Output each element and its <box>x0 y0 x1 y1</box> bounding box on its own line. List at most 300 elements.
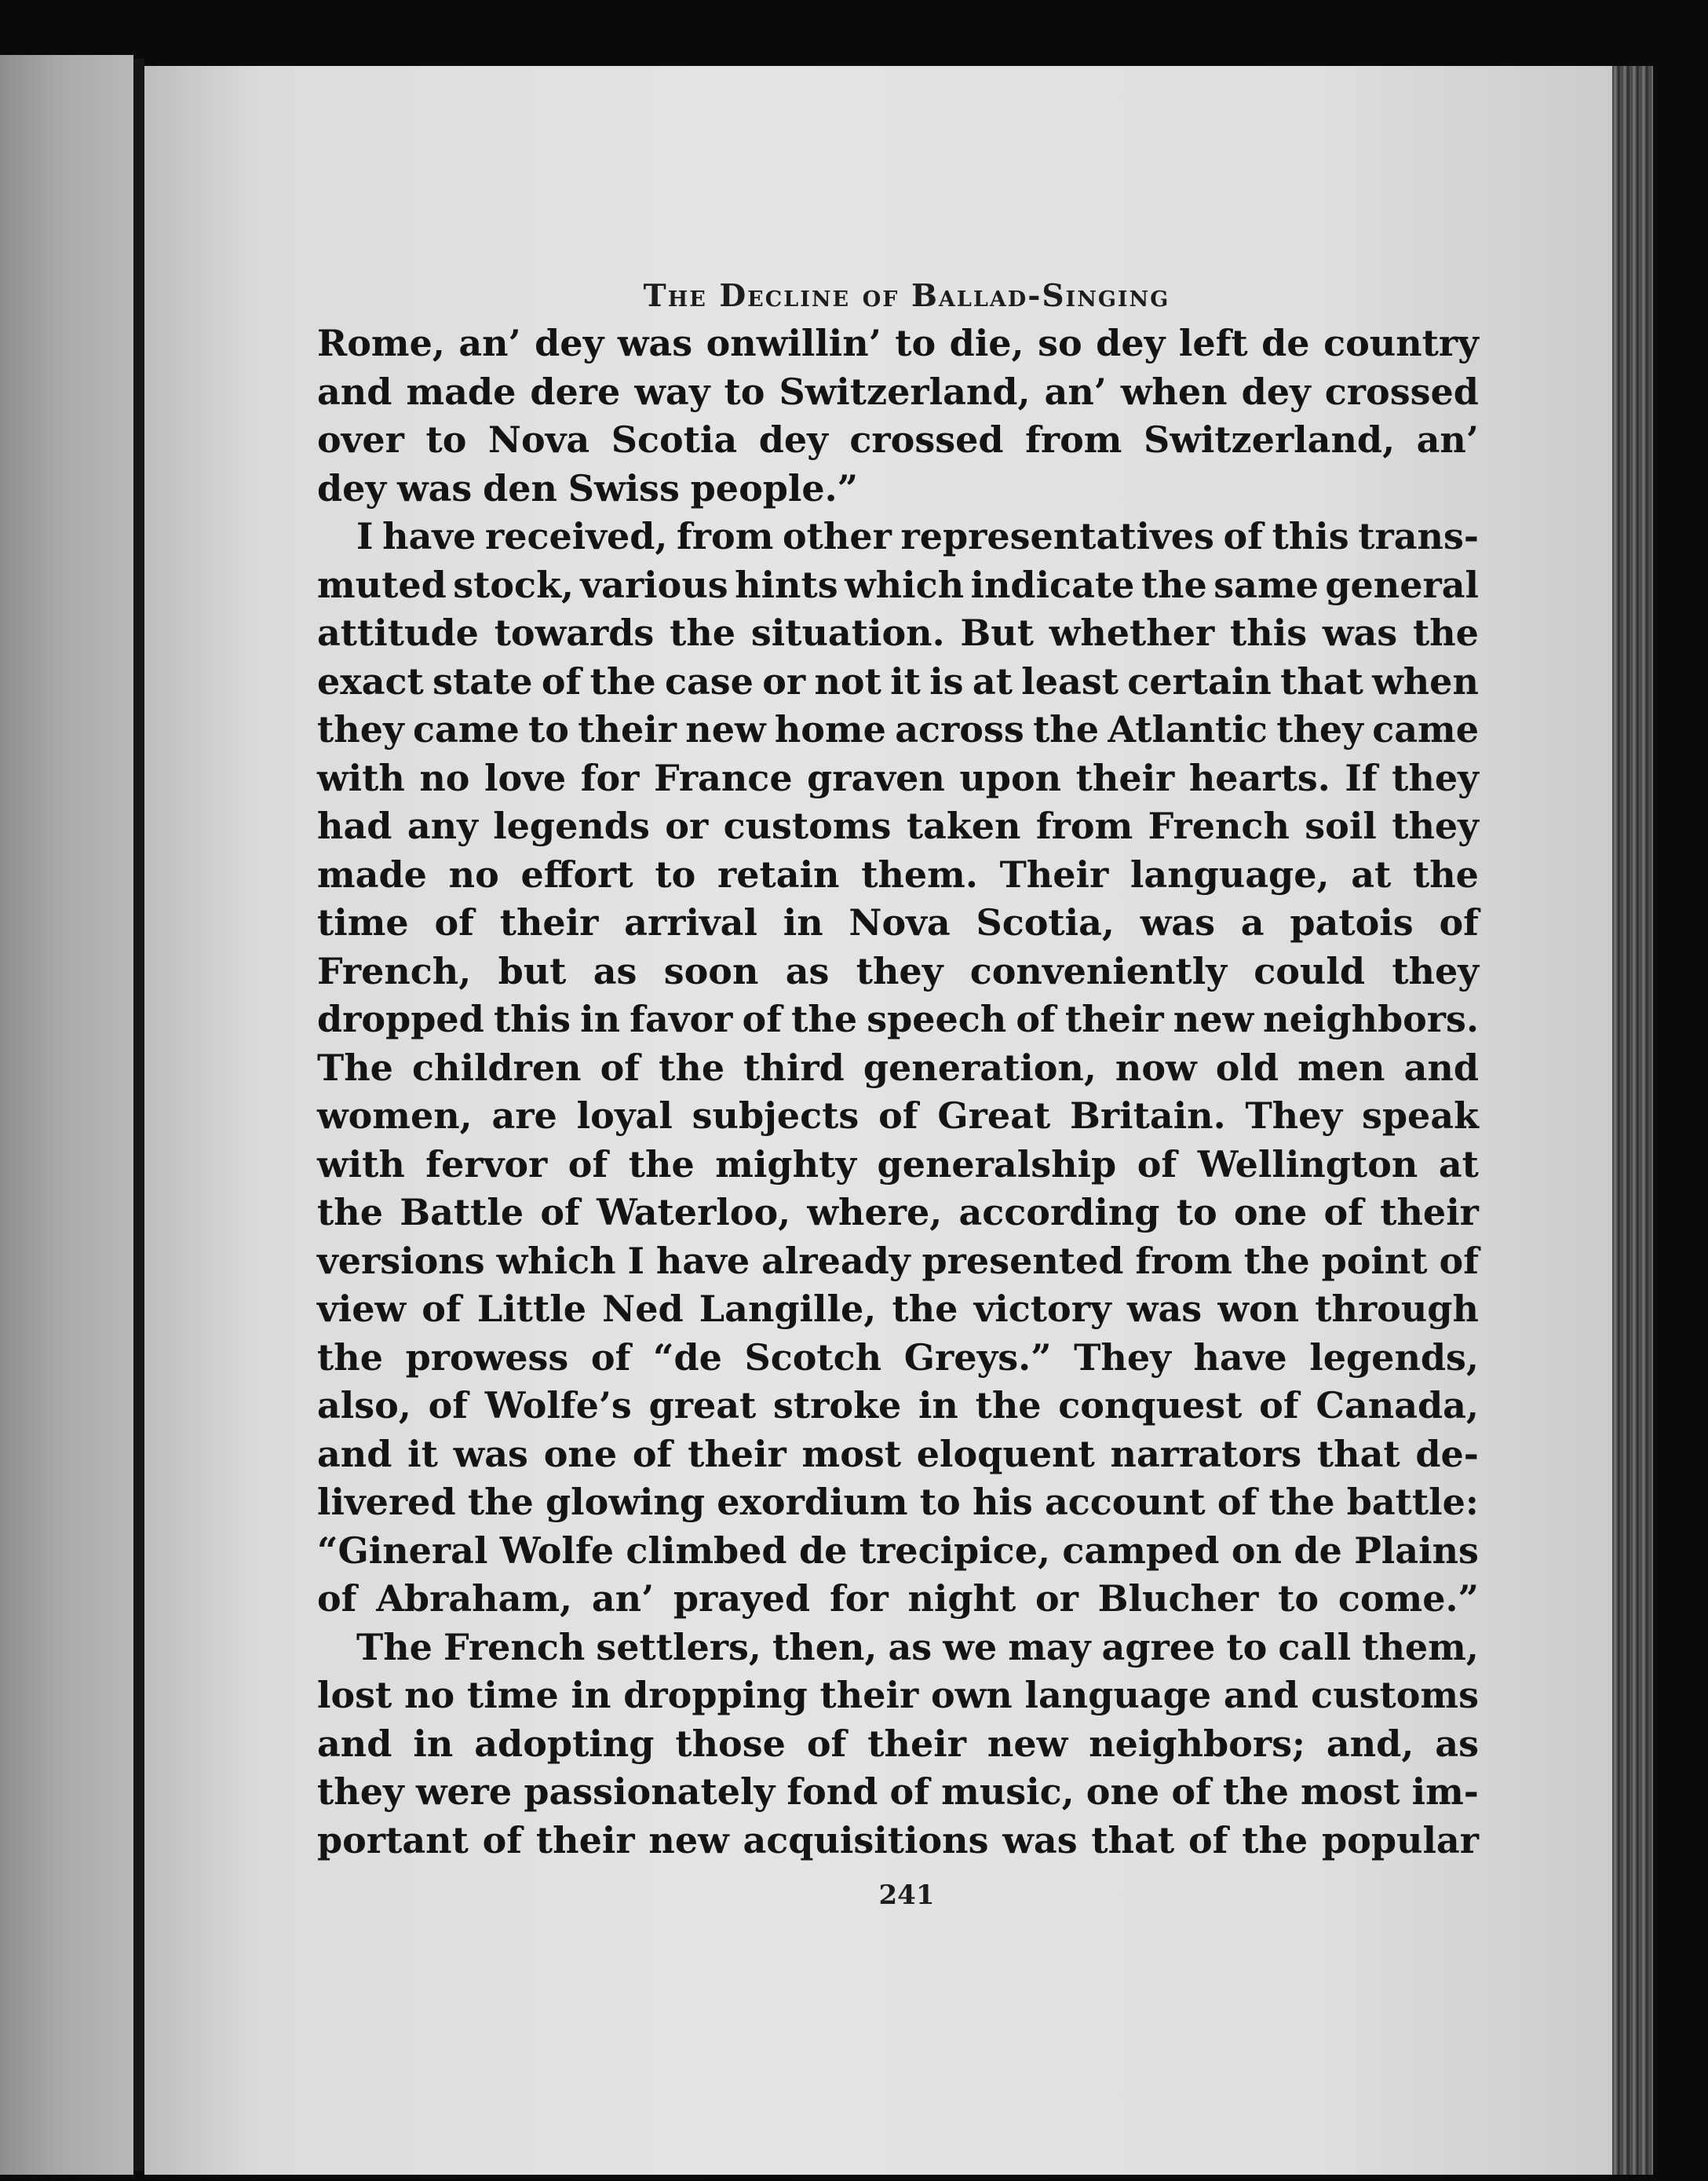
word: whether <box>1049 612 1215 654</box>
word: eloquent <box>916 1432 1095 1475</box>
word: favor <box>630 998 733 1040</box>
text-line <box>317 658 1479 707</box>
word: of <box>806 1722 847 1765</box>
word: case <box>664 659 754 703</box>
word: situation. <box>750 612 945 654</box>
word: or <box>762 659 806 703</box>
word: Britain. <box>1070 1094 1226 1137</box>
word: Blucher <box>1097 1577 1259 1620</box>
word: hearts. <box>1188 756 1330 799</box>
word: their <box>1380 1191 1479 1233</box>
word: Ned <box>602 1288 684 1330</box>
word: night <box>907 1577 1016 1620</box>
word: Greys.” <box>903 1335 1052 1379</box>
word: those <box>675 1722 786 1765</box>
word: according <box>958 1191 1160 1233</box>
word: they <box>1392 805 1479 847</box>
word: their <box>535 1818 635 1861</box>
word: lost <box>317 1674 392 1716</box>
word: of <box>1439 901 1479 944</box>
text-line <box>317 320 1479 368</box>
word: at <box>972 659 1013 703</box>
word: trans- <box>1358 515 1479 557</box>
word: account <box>1044 1481 1206 1523</box>
word: I <box>627 1239 644 1282</box>
word: den <box>483 466 557 510</box>
word: they <box>317 1770 404 1813</box>
text-line <box>317 561 1479 610</box>
word: victory <box>973 1288 1111 1330</box>
word: old <box>1215 1046 1279 1089</box>
text-line <box>317 1720 1479 1769</box>
word: of <box>434 901 474 944</box>
word: in <box>783 901 823 944</box>
text-line <box>317 1189 1479 1237</box>
text-line <box>317 1817 1479 1865</box>
word: stock, <box>453 563 574 606</box>
word: was <box>1140 901 1216 944</box>
word: conveniently <box>969 949 1227 992</box>
text-line <box>317 1382 1479 1430</box>
word: conquest <box>1058 1384 1243 1427</box>
word: were <box>415 1770 513 1813</box>
word: the <box>892 1288 958 1330</box>
word: when <box>1372 659 1479 703</box>
word: from <box>1025 418 1122 461</box>
word: call <box>1278 1625 1352 1668</box>
word: of <box>742 998 783 1040</box>
word: from <box>1135 1239 1232 1282</box>
word: was <box>1002 1818 1078 1861</box>
word: prowess <box>405 1335 569 1379</box>
word: their <box>578 708 677 751</box>
word: of <box>590 1335 631 1379</box>
word: towards <box>494 612 655 654</box>
word: Their <box>999 853 1109 896</box>
word: portant <box>317 1818 469 1861</box>
word: from <box>677 515 774 557</box>
word: in <box>918 1384 958 1427</box>
word: or <box>1035 1577 1078 1620</box>
word: now <box>1115 1046 1197 1089</box>
word: may <box>1008 1625 1091 1668</box>
word: was <box>396 466 473 510</box>
word: in <box>413 1722 454 1765</box>
word: in <box>580 998 621 1040</box>
word: im- <box>1411 1770 1479 1813</box>
word: Nova <box>849 901 951 944</box>
text-line <box>317 1478 1479 1527</box>
word: dey <box>317 466 387 510</box>
word: Scotia <box>611 418 738 461</box>
word: die, <box>949 322 1024 364</box>
word: had <box>317 805 392 847</box>
word: time <box>467 1674 559 1716</box>
word: children <box>412 1046 582 1089</box>
word: Wolfe’s <box>484 1384 632 1427</box>
word: won <box>1217 1288 1300 1330</box>
word: men <box>1297 1046 1385 1089</box>
word: muted <box>317 563 447 606</box>
word: one <box>1086 1770 1160 1813</box>
word: Langille, <box>699 1288 877 1330</box>
word: they <box>1392 949 1479 992</box>
word: the <box>628 1142 695 1185</box>
word: point <box>1321 1239 1428 1282</box>
facing-page-edge <box>0 55 133 2175</box>
word: language <box>1024 1674 1212 1716</box>
word: that <box>1280 659 1363 703</box>
word: state <box>432 659 533 703</box>
word: new <box>648 1818 729 1861</box>
word: women, <box>317 1094 473 1137</box>
word: dey <box>758 418 828 461</box>
word: camped <box>1062 1529 1220 1572</box>
word: come.” <box>1338 1577 1479 1620</box>
word: Abraham, <box>376 1577 573 1620</box>
word: of <box>1223 515 1263 557</box>
word: glowing <box>546 1481 706 1523</box>
word: fond <box>786 1770 878 1813</box>
word: third <box>743 1046 845 1089</box>
book-spine <box>133 59 144 2171</box>
word: retain <box>717 853 840 896</box>
word: them, <box>1362 1625 1479 1668</box>
word: made <box>317 853 427 896</box>
word: dere <box>530 370 621 413</box>
word: country <box>1323 322 1479 364</box>
word: soon <box>663 949 759 992</box>
word: for <box>829 1577 889 1620</box>
word: to <box>724 370 765 413</box>
text-line <box>317 899 1479 948</box>
word: of <box>600 1046 640 1089</box>
word: of <box>632 1432 673 1475</box>
text-line <box>317 1527 1479 1576</box>
word: trecipice, <box>859 1529 1050 1572</box>
word: to <box>1226 1625 1268 1668</box>
word: an’ <box>458 322 521 364</box>
word: they <box>317 708 404 751</box>
text-line <box>317 513 1479 561</box>
word: their <box>867 1722 966 1765</box>
word: Rome, <box>317 322 445 364</box>
word: patois <box>1290 901 1414 944</box>
word: speak <box>1361 1094 1479 1137</box>
word: and <box>317 370 392 413</box>
word: their <box>688 1432 786 1475</box>
word: climbed <box>626 1529 787 1572</box>
word: already <box>761 1239 911 1282</box>
word: love <box>484 756 567 799</box>
word: the <box>467 1481 534 1523</box>
word: stroke <box>773 1384 902 1427</box>
text-line <box>317 1285 1479 1334</box>
word: de- <box>1415 1432 1479 1475</box>
word: to <box>919 1481 961 1523</box>
text-line <box>317 1092 1479 1141</box>
word: to <box>1278 1577 1319 1620</box>
word: of <box>541 659 582 703</box>
word: of <box>1259 1384 1299 1427</box>
word: was <box>1322 612 1398 654</box>
word: livered <box>317 1481 456 1523</box>
word: have <box>382 515 476 557</box>
text-line <box>317 948 1479 996</box>
word: with <box>317 756 405 799</box>
word: that <box>1091 1818 1175 1861</box>
word: as <box>1435 1722 1479 1765</box>
word: was <box>617 322 693 364</box>
word: one <box>1233 1191 1308 1233</box>
word: as <box>593 949 637 992</box>
word: view <box>317 1288 407 1330</box>
word: not <box>814 659 881 703</box>
word: French <box>1148 805 1290 847</box>
text-line <box>317 1237 1479 1286</box>
word: dey <box>1241 370 1311 413</box>
word: various <box>580 563 728 606</box>
word: the <box>1412 612 1479 654</box>
word: the <box>670 612 736 654</box>
text-line <box>317 851 1479 900</box>
word: least <box>1021 659 1119 703</box>
word: new <box>987 1722 1068 1765</box>
word: across <box>895 708 1024 751</box>
word: way <box>634 370 710 413</box>
word: the <box>317 1335 383 1379</box>
word: of <box>889 1770 930 1813</box>
word: when <box>1120 370 1228 413</box>
word: Switzerland, <box>779 370 1031 413</box>
text-line <box>317 416 1479 465</box>
word: to <box>528 708 569 751</box>
word: of <box>482 1818 523 1861</box>
word: Plains <box>1354 1529 1479 1572</box>
word: customs <box>1311 1674 1479 1716</box>
word: the <box>589 659 656 703</box>
word: upon <box>959 756 1062 799</box>
word: certain <box>1127 659 1272 703</box>
word: presented <box>922 1239 1124 1282</box>
word: language, <box>1130 853 1330 896</box>
word: and <box>317 1432 392 1475</box>
word: graven <box>807 756 945 799</box>
word: of <box>878 1094 918 1137</box>
word: and, <box>1326 1722 1414 1765</box>
text-line <box>317 754 1479 803</box>
word: have <box>655 1239 750 1282</box>
word: received, <box>484 515 668 557</box>
word: their <box>499 901 599 944</box>
word: Atlantic <box>1108 708 1268 751</box>
word: and <box>317 1722 392 1765</box>
word: versions <box>317 1239 485 1282</box>
word: to <box>1176 1191 1217 1233</box>
word: arrival <box>624 901 757 944</box>
word: came <box>1372 708 1479 751</box>
word: from <box>1035 805 1133 847</box>
word: indicate <box>970 563 1135 606</box>
word: of <box>1188 1818 1228 1861</box>
text-line <box>317 609 1479 658</box>
word: came <box>412 708 520 751</box>
word: the <box>1412 853 1479 896</box>
text-line <box>317 1671 1479 1720</box>
word: Wellington <box>1197 1142 1418 1185</box>
word: I <box>356 515 374 557</box>
word: also, <box>317 1384 411 1427</box>
text-line <box>317 1430 1479 1479</box>
word: the <box>1222 1770 1289 1813</box>
word: of <box>428 1384 469 1427</box>
word: on <box>1231 1529 1282 1572</box>
word: an’ <box>1044 370 1107 413</box>
text-line <box>317 706 1479 754</box>
word: Little <box>476 1288 586 1330</box>
word: generalship <box>877 1142 1117 1185</box>
word: legends <box>493 805 650 847</box>
word: dropping <box>623 1674 808 1716</box>
word: Nova <box>487 418 590 461</box>
word: Scotch <box>744 1335 882 1379</box>
word: time <box>317 901 409 944</box>
word: the <box>317 1191 383 1233</box>
word: other <box>782 515 892 557</box>
word: effort <box>520 853 633 896</box>
page-number: 241 <box>878 1880 935 1911</box>
word: of <box>422 1288 462 1330</box>
word: dropped <box>317 998 484 1040</box>
word: They <box>1074 1335 1171 1379</box>
word: representatives <box>900 515 1214 557</box>
word: his <box>972 1481 1033 1523</box>
word: new <box>1173 998 1254 1040</box>
word: the <box>659 1046 725 1089</box>
word: have <box>1193 1335 1287 1379</box>
body-text <box>317 320 1479 1865</box>
word: left <box>1178 322 1248 364</box>
word: was <box>1126 1288 1203 1330</box>
word: and <box>1223 1674 1299 1716</box>
word: one <box>543 1432 618 1475</box>
word: they <box>1392 756 1479 799</box>
word: are <box>491 1094 557 1137</box>
word: crossed <box>1324 370 1479 413</box>
word: the <box>1243 1239 1310 1282</box>
word: neighbors; <box>1089 1722 1305 1765</box>
word: it <box>407 1432 438 1475</box>
word: Switzerland, <box>1144 418 1396 461</box>
word: any <box>407 805 478 847</box>
word: for <box>580 756 640 799</box>
word: acquisitions <box>743 1818 989 1861</box>
word: exordium <box>717 1481 908 1523</box>
word: mighty <box>715 1142 857 1185</box>
word: we <box>943 1625 998 1668</box>
word: exact <box>317 659 424 703</box>
word: of <box>568 1142 608 1185</box>
word: at <box>1438 1142 1479 1185</box>
word: with <box>317 1142 405 1185</box>
word: they <box>1276 708 1363 751</box>
word: their <box>819 1674 919 1716</box>
word: then, <box>772 1625 878 1668</box>
word: most <box>801 1432 902 1475</box>
word: to <box>895 322 936 364</box>
word: in <box>571 1674 611 1716</box>
word: which <box>496 1239 616 1282</box>
word: soil <box>1305 805 1377 847</box>
word: an’ <box>591 1577 655 1620</box>
word: the <box>791 998 858 1040</box>
word: it <box>890 659 921 703</box>
word: as <box>785 949 830 992</box>
word: as <box>888 1625 932 1668</box>
word: The <box>317 1046 393 1089</box>
word: crossed <box>849 418 1004 461</box>
word: agree <box>1101 1625 1216 1668</box>
word: but <box>498 949 567 992</box>
word: neighbors. <box>1263 998 1479 1040</box>
word: is <box>929 659 964 703</box>
text-line <box>317 1624 1479 1672</box>
word: a <box>1240 901 1265 944</box>
word: of <box>1439 1239 1479 1282</box>
word: loyal <box>576 1094 673 1137</box>
word: of <box>1137 1142 1177 1185</box>
word: the <box>975 1384 1042 1427</box>
word: where, <box>807 1191 943 1233</box>
word: this <box>493 998 571 1040</box>
word: no <box>419 756 470 799</box>
word: home <box>774 708 886 751</box>
word: that <box>1316 1432 1400 1475</box>
word: to <box>655 853 696 896</box>
text-line <box>317 1141 1479 1189</box>
word: most <box>1301 1770 1400 1813</box>
word: attitude <box>317 612 479 654</box>
word: Great <box>937 1094 1051 1137</box>
word: Wolfe <box>499 1529 614 1572</box>
word: this <box>1230 612 1308 654</box>
word: settlers, <box>596 1625 761 1668</box>
word: them. <box>861 853 978 896</box>
word: They <box>1245 1094 1343 1137</box>
word: no <box>448 853 499 896</box>
word: “Gineral <box>317 1529 488 1572</box>
word: “de <box>652 1335 722 1379</box>
text-line <box>317 996 1479 1044</box>
word: But <box>960 612 1034 654</box>
word: prayed <box>673 1577 811 1620</box>
word: great <box>648 1384 757 1427</box>
text-line <box>317 465 1479 513</box>
word: de <box>1261 322 1310 364</box>
text-line <box>317 1044 1479 1093</box>
text-line <box>317 802 1479 851</box>
word: Scotia, <box>976 901 1115 944</box>
word: adopting <box>474 1722 655 1765</box>
word: to <box>425 418 467 461</box>
word: of <box>1016 998 1056 1040</box>
word: popular <box>1322 1818 1479 1861</box>
word: speech <box>867 998 1007 1040</box>
word: onwillin’ <box>706 322 881 364</box>
word: The <box>356 1625 432 1668</box>
book-page <box>144 66 1612 2175</box>
running-head: The Decline of Ballad-Singing <box>643 278 1170 314</box>
